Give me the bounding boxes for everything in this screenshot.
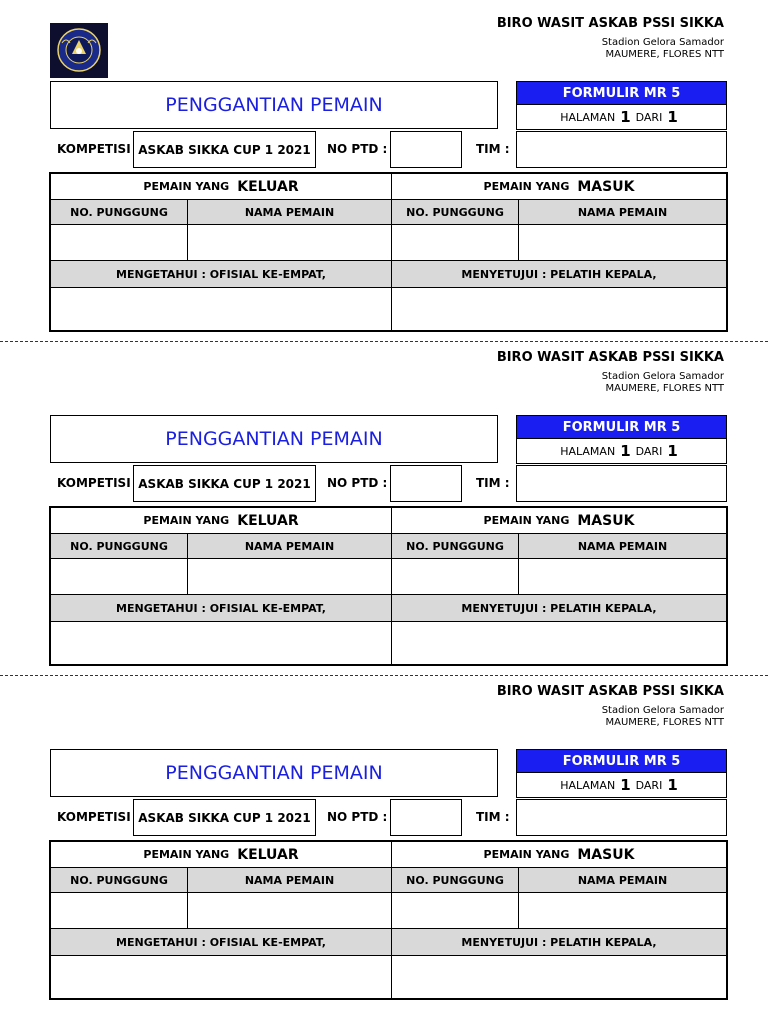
signature-fourth-official[interactable] xyxy=(51,288,392,330)
header-out-prefix: PEMAIN YANG xyxy=(143,180,230,193)
input-nama-in[interactable] xyxy=(519,893,726,929)
page-indicator xyxy=(516,104,727,130)
input-no-out[interactable] xyxy=(51,893,188,929)
no-ptd-field[interactable] xyxy=(390,799,462,836)
form-code: FORMULIR MR 5 xyxy=(516,81,727,105)
kompetisi-label: KOMPETISI xyxy=(57,142,131,156)
input-no-in[interactable] xyxy=(392,225,519,261)
page-number: 1 xyxy=(620,776,631,794)
sign-head-coach-label: MENYETUJUI : PELATIH KEPALA, xyxy=(392,261,726,288)
col-no-in: NO. PUNGGUNG xyxy=(392,534,519,559)
no-ptd-label: NO PTD : xyxy=(327,142,388,156)
sign-fourth-official-label: MENGETAHUI : OFISIAL KE-EMPAT, xyxy=(51,929,392,956)
org-address-line1: Stadion Gelora Samador xyxy=(601,705,724,716)
col-nama-in: NAMA PEMAIN xyxy=(519,868,726,893)
header-player-in xyxy=(392,508,726,534)
page-of: DARI xyxy=(635,110,663,124)
input-nama-in[interactable] xyxy=(519,225,726,261)
org-address-line2: MAUMERE, FLORES NTT xyxy=(605,49,724,60)
col-nama-out: NAMA PEMAIN xyxy=(188,200,392,225)
no-ptd-field[interactable] xyxy=(390,465,462,502)
header-out-word: KELUAR xyxy=(237,512,299,529)
form-code: FORMULIR MR 5 xyxy=(516,415,727,439)
page-of: DARI xyxy=(635,444,663,458)
header-in-word: MASUK xyxy=(577,512,635,529)
signature-head-coach[interactable] xyxy=(392,288,726,330)
page-indicator xyxy=(516,438,727,464)
org-name: BIRO WASIT ASKAB PSSI SIKKA xyxy=(496,16,724,31)
signature-fourth-official[interactable] xyxy=(51,622,392,664)
header-out-prefix: PEMAIN YANG xyxy=(143,848,230,861)
input-nama-out[interactable] xyxy=(188,225,392,261)
org-address-line1: Stadion Gelora Samador xyxy=(601,371,724,382)
substitution-table xyxy=(49,506,728,666)
org-name: BIRO WASIT ASKAB PSSI SIKKA xyxy=(496,684,724,699)
header-in-prefix: PEMAIN YANG xyxy=(483,180,570,193)
page-prefix: HALAMAN xyxy=(560,778,616,792)
tim-field[interactable] xyxy=(516,131,727,168)
header-out-prefix: PEMAIN YANG xyxy=(143,514,230,527)
header-player-out xyxy=(51,842,392,868)
sign-head-coach-label: MENYETUJUI : PELATIH KEPALA, xyxy=(392,595,726,622)
kompetisi-label: KOMPETISI xyxy=(57,476,131,490)
signature-head-coach[interactable] xyxy=(392,622,726,664)
page-total: 1 xyxy=(667,108,678,126)
org-address-line2: MAUMERE, FLORES NTT xyxy=(605,383,724,394)
page-total: 1 xyxy=(667,776,678,794)
org-name: BIRO WASIT ASKAB PSSI SIKKA xyxy=(496,350,724,365)
page-indicator xyxy=(516,772,727,798)
tim-field[interactable] xyxy=(516,799,727,836)
header-in-word: MASUK xyxy=(577,178,635,195)
col-nama-out: NAMA PEMAIN xyxy=(188,868,392,893)
no-ptd-label: NO PTD : xyxy=(327,810,388,824)
col-no-out: NO. PUNGGUNG xyxy=(51,200,188,225)
form-sheet-1 xyxy=(0,0,768,334)
input-nama-out[interactable] xyxy=(188,559,392,595)
tim-label: TIM : xyxy=(476,142,510,156)
page-prefix: HALAMAN xyxy=(560,110,616,124)
kompetisi-field[interactable]: ASKAB SIKKA CUP 1 2021 xyxy=(133,799,316,836)
sign-fourth-official-label: MENGETAHUI : OFISIAL KE-EMPAT, xyxy=(51,595,392,622)
header-player-out xyxy=(51,174,392,200)
col-no-in: NO. PUNGGUNG xyxy=(392,200,519,225)
page-prefix: HALAMAN xyxy=(560,444,616,458)
sign-head-coach-label: MENYETUJUI : PELATIH KEPALA, xyxy=(392,929,726,956)
tim-field[interactable] xyxy=(516,465,727,502)
substitution-table xyxy=(49,172,728,332)
kompetisi-field[interactable]: ASKAB SIKKA CUP 1 2021 xyxy=(133,131,316,168)
tim-label: TIM : xyxy=(476,810,510,824)
input-no-in[interactable] xyxy=(392,893,519,929)
header-out-word: KELUAR xyxy=(237,846,299,863)
no-ptd-field[interactable] xyxy=(390,131,462,168)
header-player-out xyxy=(51,508,392,534)
header-player-in xyxy=(392,842,726,868)
form-title: PENGGANTIAN PEMAIN xyxy=(50,81,498,129)
sign-fourth-official-label: MENGETAHUI : OFISIAL KE-EMPAT, xyxy=(51,261,392,288)
header-in-prefix: PEMAIN YANG xyxy=(483,514,570,527)
form-sheet-3 xyxy=(0,668,768,1002)
col-nama-in: NAMA PEMAIN xyxy=(519,534,726,559)
signature-fourth-official[interactable] xyxy=(51,956,392,998)
kompetisi-field[interactable]: ASKAB SIKKA CUP 1 2021 xyxy=(133,465,316,502)
kompetisi-label: KOMPETISI xyxy=(57,810,131,824)
substitution-table xyxy=(49,840,728,1000)
org-address-line2: MAUMERE, FLORES NTT xyxy=(605,717,724,728)
header-player-in xyxy=(392,174,726,200)
input-nama-out[interactable] xyxy=(188,893,392,929)
tim-label: TIM : xyxy=(476,476,510,490)
page-number: 1 xyxy=(620,442,631,460)
col-nama-in: NAMA PEMAIN xyxy=(519,200,726,225)
form-title: PENGGANTIAN PEMAIN xyxy=(50,749,498,797)
no-ptd-label: NO PTD : xyxy=(327,476,388,490)
form-sheet-2 xyxy=(0,334,768,668)
header-in-word: MASUK xyxy=(577,846,635,863)
header-out-word: KELUAR xyxy=(237,178,299,195)
col-no-out: NO. PUNGGUNG xyxy=(51,868,188,893)
col-no-in: NO. PUNGGUNG xyxy=(392,868,519,893)
page-of: DARI xyxy=(635,778,663,792)
pssi-emblem-icon xyxy=(50,23,108,78)
col-no-out: NO. PUNGGUNG xyxy=(51,534,188,559)
page-total: 1 xyxy=(667,442,678,460)
form-title: PENGGANTIAN PEMAIN xyxy=(50,415,498,463)
col-nama-out: NAMA PEMAIN xyxy=(188,534,392,559)
page-number: 1 xyxy=(620,108,631,126)
form-code: FORMULIR MR 5 xyxy=(516,749,727,773)
input-nama-in[interactable] xyxy=(519,559,726,595)
input-no-in[interactable] xyxy=(392,559,519,595)
org-address-line1: Stadion Gelora Samador xyxy=(601,37,724,48)
input-no-out[interactable] xyxy=(51,225,188,261)
signature-head-coach[interactable] xyxy=(392,956,726,998)
header-in-prefix: PEMAIN YANG xyxy=(483,848,570,861)
input-no-out[interactable] xyxy=(51,559,188,595)
